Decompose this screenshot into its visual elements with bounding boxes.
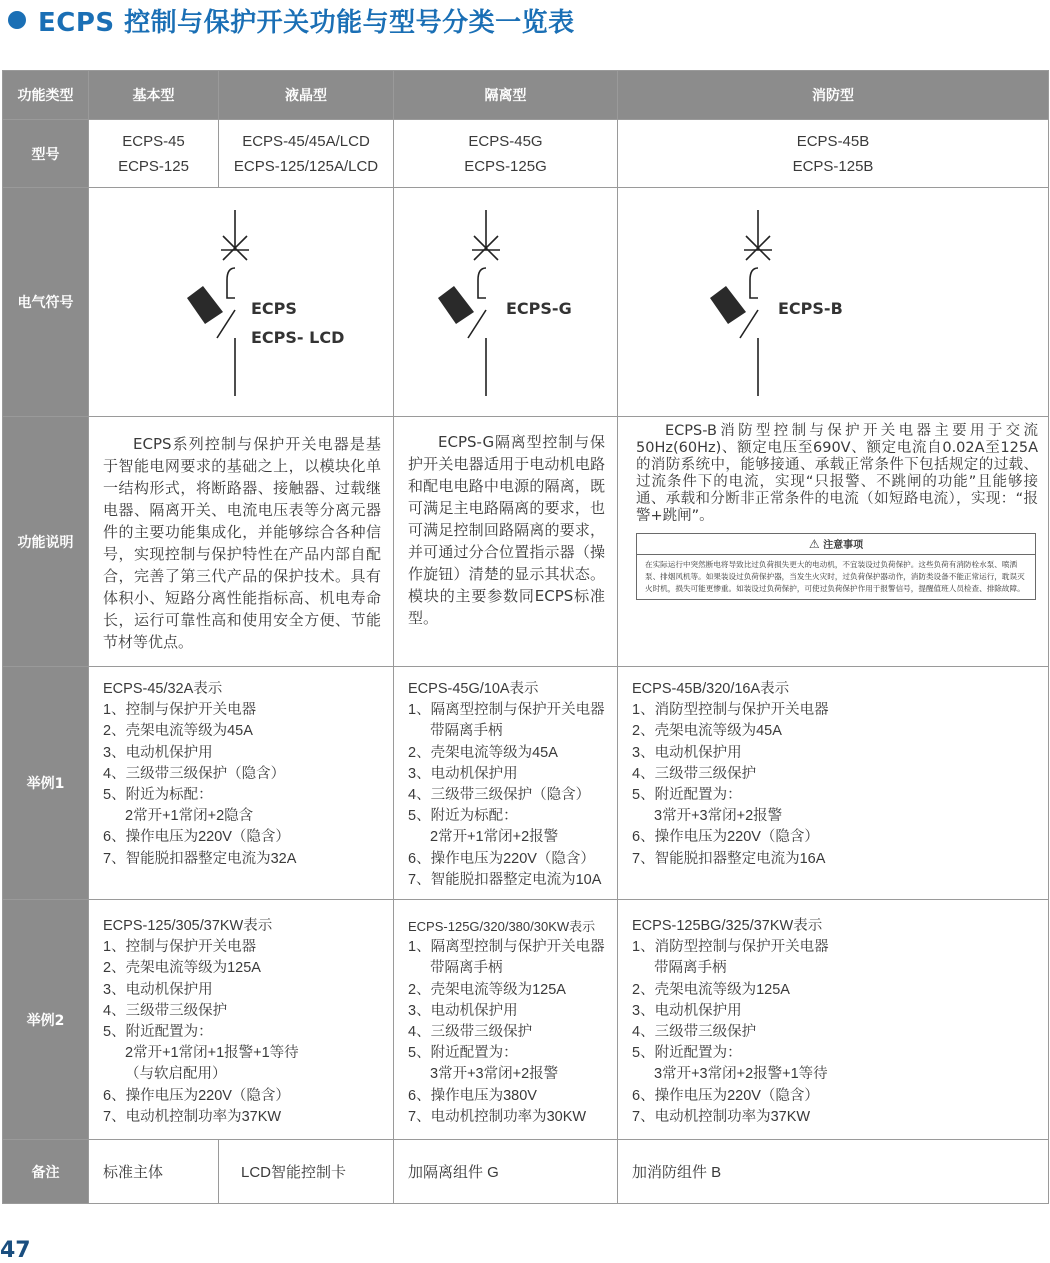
title-bullet-icon <box>8 11 26 29</box>
model-row <box>3 120 1049 188</box>
row-label-ex2: 举例2 <box>3 900 89 1140</box>
ex1-isolation: ECPS-45G/10A表示 1、隔离型控制与保护开关电器 带隔离手柄 2、壳架电流等级为45A 3、电动机保护用 4、三级带三级保护（隐含） 5、附近为标配： 2常开+1常闭+2报警 6、操作电压为220V（隐含） 7、智能脱扣器整定电流为10A <box>394 667 618 900</box>
page-number: 47 <box>0 1238 31 1263</box>
example1-row <box>3 667 1049 900</box>
svg-text:ECPS-B: ECPS-B <box>778 299 843 318</box>
header-lcd: 液晶型 <box>219 71 394 120</box>
row-label-symbol: 电气符号 <box>3 188 89 417</box>
header-type: 功能类型 <box>3 71 89 120</box>
ex2-fire: ECPS-125BG/325/37KW表示 1、消防型控制与保护开关电器 带隔离手柄 2、壳架电流等级为125A 3、电动机保护用 4、三级带三级保护 5、附近配置为： 3常开+3常闭+2报警+1等待 6、操作电压为220V（隐含） 7、电动机控制功率为37KW <box>618 900 1049 1140</box>
svg-text:ECPS-G: ECPS-G <box>506 299 572 318</box>
symbol-fire <box>618 188 1049 417</box>
header-isolation: 隔离型 <box>394 71 618 120</box>
warning-box <box>636 533 1036 600</box>
warning-text: 在实际运行中突然断电将导致比过负荷损失更大的电动机，不宜装设过负荷保护。这些负荷有消防栓水泵、喷洒泵、排烟风机等。如果装设过负荷保护器，当发生火灾时，过负荷保护器动作，消防类设备不能正常运行，耽误灭火时机，损失可能更惨重。如装设过负荷保护，可使过负荷保护作用于报警信号，提醒值班人员检查、排除故障。 <box>645 560 1025 593</box>
product-table <box>2 70 1049 1204</box>
remark-row <box>3 1140 1049 1204</box>
ex1-fire: ECPS-45B/320/16A表示 1、消防型控制与保护开关电器 2、壳架电流等级为45A 3、电动机保护用 4、三级带三级保护 5、附近配置为： 3常开+3常闭+2报警 6、操作电压为220V（隐含） 7、智能脱扣器整定电流为16A <box>618 667 1049 900</box>
header-fire: 消防型 <box>618 71 1049 120</box>
ecps-symbol-icon <box>89 188 393 416</box>
table-header-row <box>3 71 1049 120</box>
page-title: ECPS 控制与保护开关功能与型号分类一览表 <box>8 0 575 40</box>
remark-basic: 标准主体 <box>89 1140 219 1204</box>
row-label-remark: 备注 <box>3 1140 89 1204</box>
model-lcd: ECPS-45/45A/LCD ECPS-125/125A/LCD <box>219 120 394 188</box>
ex1-basic: ECPS-45/32A表示 1、控制与保护开关电器 2、壳架电流等级为45A 3、电动机保护用 4、三级带三级保护（隐含） 5、附近为标配： 2常开+1常闭+2隐含 6、操作电压为220V（隐含） 7、智能脱扣器整定电流为32A <box>89 667 394 900</box>
ecps-b-symbol-icon <box>618 188 1049 416</box>
row-label-model: 型号 <box>3 120 89 188</box>
remark-fire: 加消防组件 B <box>618 1140 1049 1204</box>
warning-header: ⚠ 注意事项 <box>637 534 1035 555</box>
row-label-desc: 功能说明 <box>3 417 89 667</box>
remark-lcd: LCD智能控制卡 <box>219 1140 394 1204</box>
symbol-basic <box>89 188 394 417</box>
desc-basic: ECPS系列控制与保护开关电器是基于智能电网要求的基础之上，以模块化单一结构形式，将断路器、接触器、过载继电器、隔离开关、电流电压表等分离元器件的主要功能集成化，并能够综合各种信号，实现控制与保护特性在产品内部自配合，完善了第三代产品的保护技术。具有体积小、短路分离性能指标高、机电寿命长，运行可靠性高和使用安全方便、节能节材等优点。 <box>89 417 394 667</box>
remark-isolation: 加隔离组件 G <box>394 1140 618 1204</box>
symbol-row <box>3 188 1049 417</box>
desc-isolation: ECPS-G隔离型控制与保护开关电器适用于电动机电路和配电电路中电源的隔离，既可满足主电路隔离的要求，也可满足控制回路隔离的要求，并可通过分合位置指示器（操作旋钮）清楚的显示其状态。模块的主要参数同ECPS标准型。 <box>394 417 618 667</box>
example2-row <box>3 900 1049 1140</box>
row-label-ex1: 举例1 <box>3 667 89 900</box>
ex2-basic: ECPS-125/305/37KW表示 1、控制与保护开关电器 2、壳架电流等级为125A 3、电动机保护用 4、三级带三级保护 5、附近配置为： 2常开+1常闭+1报警+1等待 （与软启配用） 6、操作电压为220V（隐含） 7、电动机控制功率为37KW <box>89 900 394 1140</box>
header-basic: 基本型 <box>89 71 219 120</box>
ecps-g-symbol-icon <box>394 188 618 416</box>
model-basic: ECPS-45 ECPS-125 <box>89 120 219 188</box>
description-row <box>3 417 1049 667</box>
symbol-isolation <box>394 188 618 417</box>
ex2-isolation: ECPS-125G/320/380/30KW表示 1、隔离型控制与保护开关电器 带隔离手柄 2、壳架电流等级为125A 3、电动机保护用 4、三级带三级保护 5、附近配置为： 3常开+3常闭+2报警 6、操作电压为380V 7、电动机控制功率为30KW <box>394 900 618 1140</box>
svg-text:ECPS: ECPS <box>251 299 297 318</box>
warning-triangle-icon: ⚠ <box>808 537 820 551</box>
svg-text:ECPS- LCD: ECPS- LCD <box>251 328 345 347</box>
model-isolation: ECPS-45G ECPS-125G <box>394 120 618 188</box>
model-fire: ECPS-45B ECPS-125B <box>618 120 1049 188</box>
desc-fire: ECPS-B消防型控制与保护开关电器主要用于交流50Hz(60Hz)、额定电压至690V、额定电流自0.02A至125A的消防系统中，能够接通、承载正常条件下包括规定的过载、过流条件下的电流，实现“只报警、不跳闸的功能”且能够接通、承载和分断非正常条件的电流（如短路电流），实现：“报警+跳闸”。 ⚠ 注意事项 在实际运行中突然断电将导致比过负荷损失更大的电动机，不宜装设过负荷保护。这些负荷有消防栓水泵、喷洒泵、排烟风机等。如果装设过负荷保护器，当发生火灾时，过负荷保护器动作，消防类设备不能正常运行，耽误灭火时机，损失可能更惨重。如装设过负荷保护，可使过负荷保护作用于报警信号，提醒值班人员检查、排除故障。 <box>618 417 1049 667</box>
